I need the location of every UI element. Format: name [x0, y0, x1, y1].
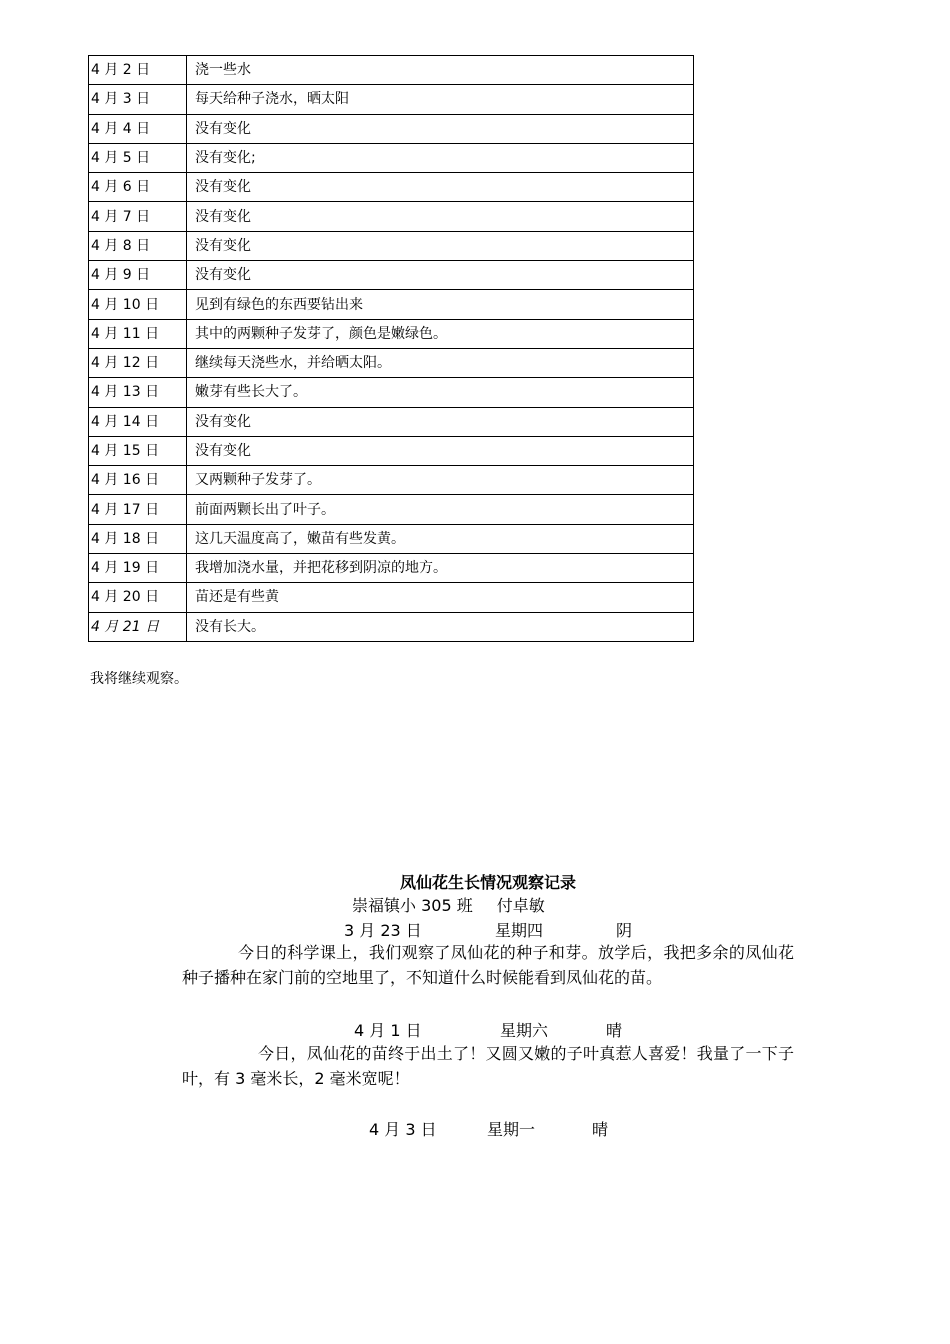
note-cell: 见到有绿色的东西要钻出来 — [187, 290, 694, 319]
note-cell: 浇一些水 — [187, 56, 694, 85]
table-row — [89, 583, 694, 612]
note-cell: 没有变化 — [187, 231, 694, 260]
table-row — [89, 436, 694, 465]
note-cell: 没有变化 — [187, 202, 694, 231]
note-cell: 嫩芽有些长大了。 — [187, 378, 694, 407]
table-row — [89, 495, 694, 524]
date-cell: 4 月 12 日 — [89, 348, 187, 377]
date-cell: 4 月 9 日 — [89, 261, 187, 290]
date-cell: 4 月 18 日 — [89, 524, 187, 553]
entry-2-text: 今日，凤仙花的苗终于出土了！又圆又嫩的子叶真惹人喜爱！我量了一下子叶，有 3 毫米长，2 毫米宽呢！ — [182, 1044, 794, 1088]
table-row — [89, 348, 694, 377]
table-row — [89, 231, 694, 260]
date-cell: 4 月 20 日 — [89, 583, 187, 612]
observation-table-body — [89, 56, 694, 642]
table-row — [89, 466, 694, 495]
entry-2-date: 4 月 1 日 — [354, 1021, 422, 1040]
table-row — [89, 612, 694, 641]
note-cell: 没有变化; — [187, 143, 694, 172]
table-row — [89, 319, 694, 348]
table-row — [89, 143, 694, 172]
date-cell: 4 月 2 日 — [89, 56, 187, 85]
entry-1-weather: 阴 — [616, 921, 633, 940]
closing-note: 我将继续观察。 — [90, 671, 188, 687]
date-cell: 4 月 19 日 — [89, 554, 187, 583]
table-row — [89, 173, 694, 202]
entry-3-date: 4 月 3 日 — [369, 1120, 437, 1139]
note-cell: 继续每天浇些水，并给晒太阳。 — [187, 348, 694, 377]
entry-3-weather: 晴 — [592, 1120, 609, 1139]
entry-1-weekday: 星期四 — [495, 921, 544, 940]
note-cell: 苗还是有些黄 — [187, 583, 694, 612]
date-cell: 4 月 15 日 — [89, 436, 187, 465]
table-row — [89, 56, 694, 85]
note-cell: 前面两颗长出了叶子。 — [187, 495, 694, 524]
note-cell: 每天给种子浇水，晒太阳 — [187, 85, 694, 114]
table-row — [89, 554, 694, 583]
entry-2-weather: 晴 — [606, 1021, 623, 1040]
table-row — [89, 85, 694, 114]
note-cell: 没有长大。 — [187, 612, 694, 641]
note-cell: 其中的两颗种子发芽了，颜色是嫩绿色。 — [187, 319, 694, 348]
observation-table — [88, 55, 694, 642]
date-cell: 4 月 7 日 — [89, 202, 187, 231]
note-cell: 又两颗种子发芽了。 — [187, 466, 694, 495]
school-class: 崇福镇小 305 班 — [352, 896, 473, 915]
table-row — [89, 261, 694, 290]
date-cell: 4 月 10 日 — [89, 290, 187, 319]
table-row — [89, 114, 694, 143]
date-cell: 4 月 11 日 — [89, 319, 187, 348]
date-cell: 4 月 4 日 — [89, 114, 187, 143]
note-cell: 没有变化 — [187, 436, 694, 465]
date-cell: 4 月 13 日 — [89, 378, 187, 407]
date-cell: 4 月 21 日 — [89, 612, 187, 641]
date-cell: 4 月 16 日 — [89, 466, 187, 495]
entry-1-text: 今日的科学课上，我们观察了凤仙花的种子和芽。放学后，我把多余的凤仙花种子播种在家门前的空地里了，不知道什么时候能看到凤仙花的苗。 — [182, 943, 794, 987]
note-cell: 没有变化 — [187, 173, 694, 202]
note-cell: 没有变化 — [187, 407, 694, 436]
date-cell: 4 月 6 日 — [89, 173, 187, 202]
table-row — [89, 524, 694, 553]
date-cell: 4 月 3 日 — [89, 85, 187, 114]
table-row — [89, 378, 694, 407]
date-cell: 4 月 14 日 — [89, 407, 187, 436]
entry-2-weekday: 星期六 — [500, 1021, 549, 1040]
diary-byline — [352, 893, 545, 916]
note-cell: 我增加浇水量，并把花移到阴凉的地方。 — [187, 554, 694, 583]
author-name: 付卓敏 — [496, 896, 545, 915]
date-cell: 4 月 17 日 — [89, 495, 187, 524]
note-cell: 这几天温度高了，嫩苗有些发黄。 — [187, 524, 694, 553]
table-row — [89, 290, 694, 319]
entry-3-weekday: 星期一 — [487, 1120, 536, 1139]
date-cell: 4 月 5 日 — [89, 143, 187, 172]
note-cell: 没有变化 — [187, 114, 694, 143]
entry-1-date: 3 月 23 日 — [344, 921, 422, 940]
table-row — [89, 407, 694, 436]
diary-title: 凤仙花生长情况观察记录 — [399, 873, 576, 892]
table-row — [89, 202, 694, 231]
date-cell: 4 月 8 日 — [89, 231, 187, 260]
note-cell: 没有变化 — [187, 261, 694, 290]
